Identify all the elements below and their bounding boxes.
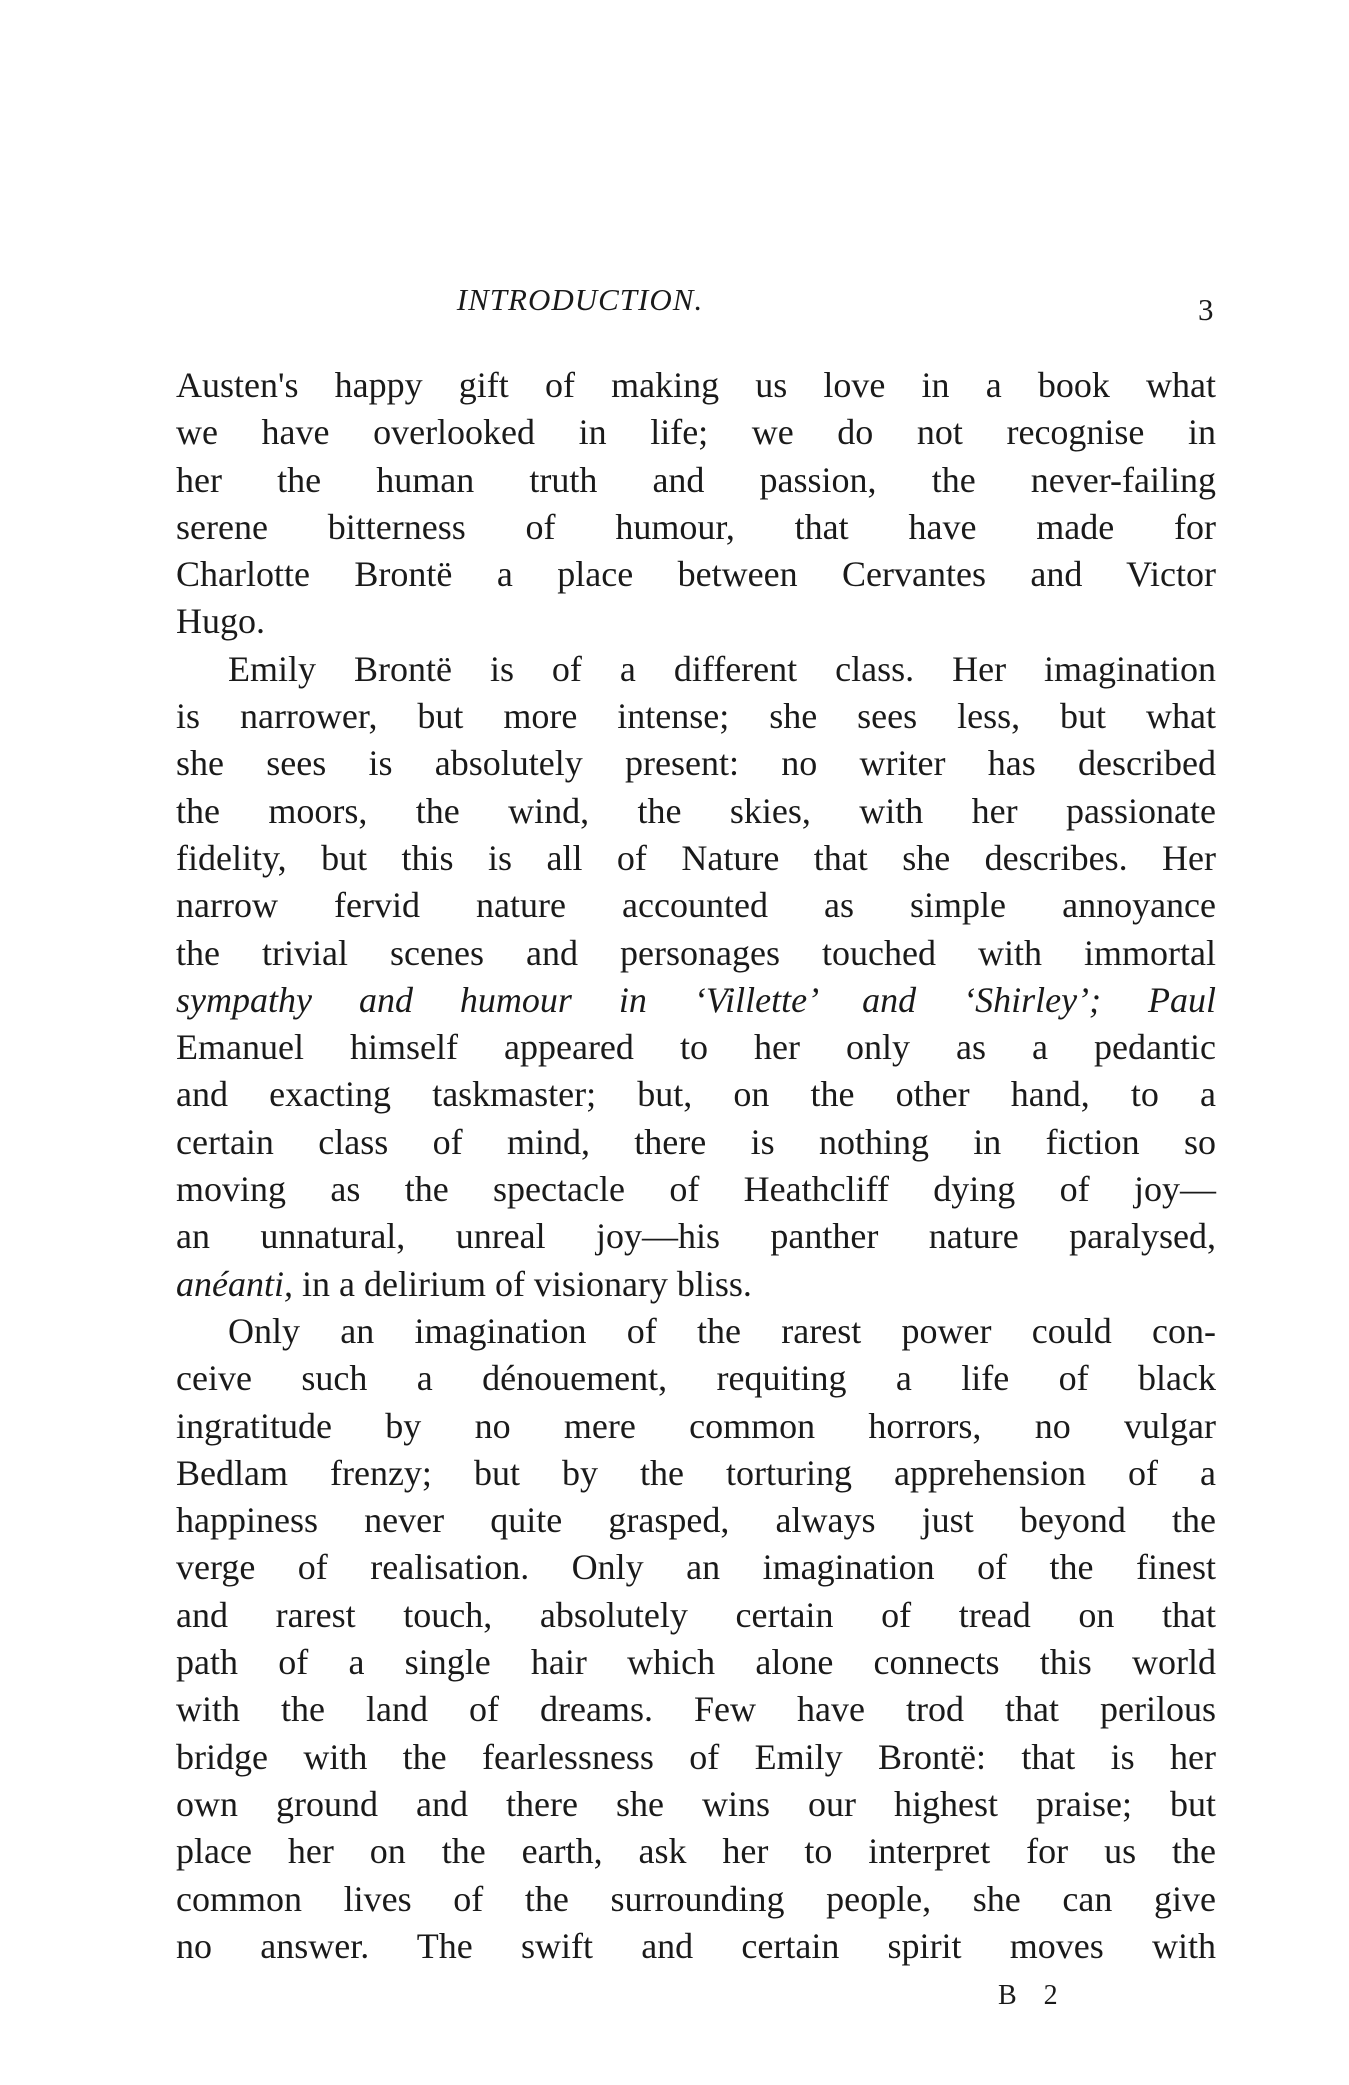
text-line: moving as the spectacle of Heathcliff dying of joy—: [176, 1169, 1216, 1210]
text-line: certain class of mind, there is nothing in fiction so: [176, 1121, 1216, 1162]
text-line: Only an imagination of the rarest power could con-: [228, 1310, 1216, 1351]
text-line: with the land of dreams. Few have trod that perilous: [176, 1689, 1216, 1730]
text-line: serene bitterness of humour, that have made for: [176, 506, 1216, 547]
signature-mark: B 2: [998, 1980, 1068, 2011]
text-line: and exacting taskmaster; but, on the other hand, to a: [176, 1074, 1216, 1115]
text-line: own ground and there she wins our highest praise; but: [176, 1783, 1216, 1824]
text-line: the moors, the wind, the skies, with her passionate: [176, 790, 1216, 831]
text-line: Hugo.: [176, 601, 265, 642]
text-line: happiness never quite grasped, always just beyond the: [176, 1500, 1216, 1541]
line-text: in a delirium of visionary bliss.: [301, 1263, 752, 1304]
text-line: Austen's happy gift of making us love in a book what: [176, 365, 1216, 405]
text-line: Charlotte Brontë a place between Cervantes and Victor: [176, 554, 1216, 595]
text-line: Emanuel himself appeared to her only as a pedantic: [176, 1027, 1216, 1068]
text-line: the trivial scenes and personages touched with immortal: [176, 932, 1216, 973]
italic-word: anéanti,: [176, 1263, 293, 1304]
text-line: her the human truth and passion, the never-failing: [176, 459, 1216, 500]
text-line: [176, 1261, 1216, 1308]
text-line: ceive such a dénouement, requiting a life of black: [176, 1358, 1216, 1399]
text-line: ingratitude by no mere common horrors, no vulgar: [176, 1405, 1216, 1446]
text-line: no answer. The swift and certain spirit moves with: [176, 1925, 1216, 1966]
text-line: she sees is absolutely present: no writer has described: [176, 743, 1216, 784]
text-line: narrow fervid nature accounted as simple annoyance: [176, 885, 1216, 926]
text-line: path of a single hair which alone connects this world: [176, 1642, 1216, 1683]
running-header: INTRODUCTION.: [456, 282, 704, 317]
text-line: verge of realisation. Only an imagination of the finest: [176, 1547, 1216, 1588]
text-line: we have overlooked in life; we do not recognise in: [176, 412, 1216, 453]
text-line: fidelity, but this is all of Nature that she describes. Her: [176, 837, 1216, 878]
text-line: an unnatural, unreal joy—his panther nature paralysed,: [176, 1216, 1216, 1257]
text-line: Emily Brontë is of a different class. Her imagination: [228, 648, 1216, 689]
text-line: common lives of the surrounding people, she can give: [176, 1878, 1216, 1919]
page-number: 3: [1198, 292, 1214, 327]
text-line: is narrower, but more intense; she sees less, but what: [176, 696, 1216, 737]
text-line: place her on the earth, ask her to interpret for us the: [176, 1831, 1216, 1872]
text-line: bridge with the fearlessness of Emily Brontë: that is her: [176, 1736, 1216, 1777]
text-line: sympathy and humour in ‘Villette’ and ‘Shirley’; Paul: [176, 979, 1216, 1020]
text-line: and rarest touch, absolutely certain of tread on that: [176, 1594, 1216, 1635]
body-text: [176, 362, 1216, 1970]
text-line: Bedlam frenzy; but by the torturing apprehension of a: [176, 1452, 1216, 1493]
